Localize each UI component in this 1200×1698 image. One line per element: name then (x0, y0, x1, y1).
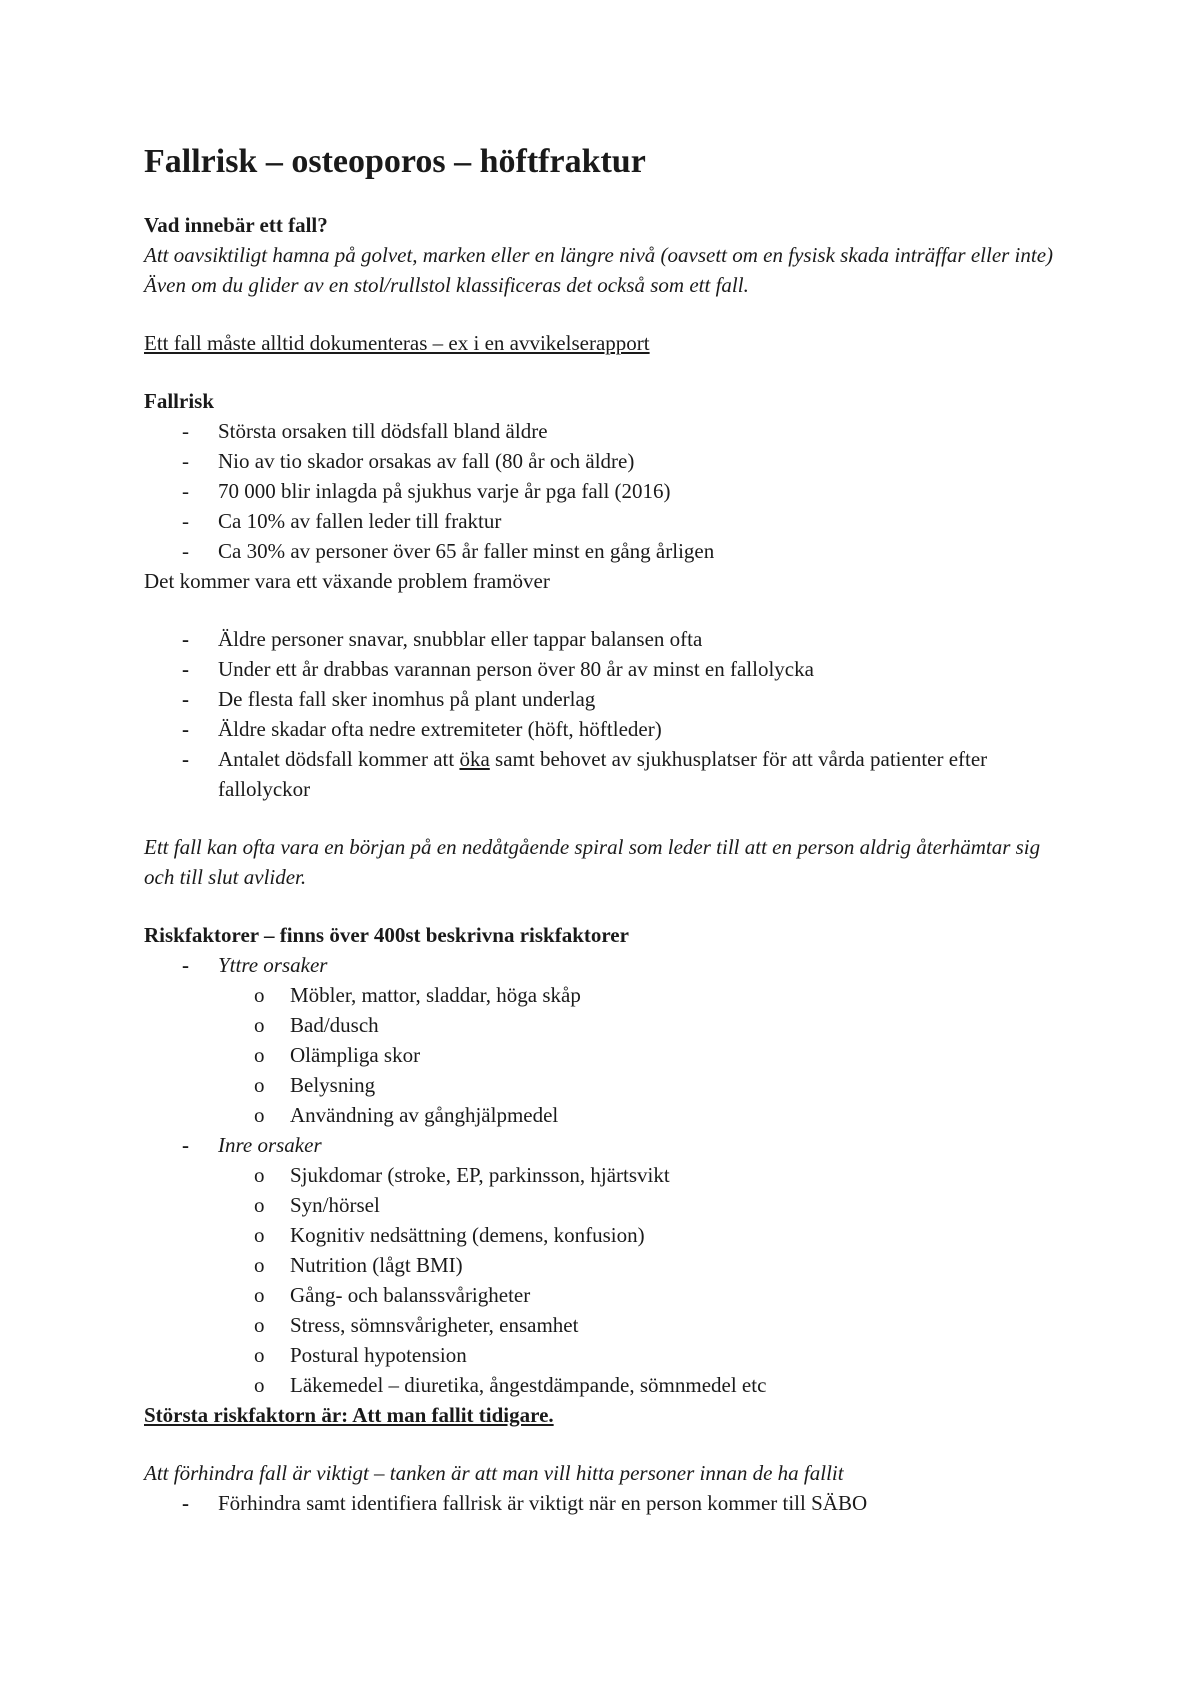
circle-marker: o (254, 1343, 265, 1367)
riskfactors-list (144, 950, 1074, 1400)
list-item-text: Nio av tio skador orsakas av fall (80 år och äldre) (218, 449, 635, 473)
circle-marker: o (254, 1283, 265, 1307)
fallrisk-list (144, 416, 1074, 566)
list-item-text: Läkemedel – diuretika, ångestdämpande, sömnmedel etc (290, 1373, 767, 1397)
list-item-text: Sjukdomar (stroke, EP, parkinsson, hjärtsvikt (290, 1163, 670, 1187)
list-item (144, 446, 1074, 476)
list-item-text: Yttre orsaker (218, 953, 328, 977)
list-item-text: Möbler, mattor, sladdar, höga skåp (290, 983, 581, 1007)
text-segment: samt behovet av sjukhusplatser för att vårda patienter efter fallolyckor (218, 747, 988, 801)
fallrisk-heading: Fallrisk (144, 389, 215, 413)
list-item-text: Postural hypotension (290, 1343, 467, 1367)
dash-marker: - (182, 687, 189, 711)
riskfactors-heading: Riskfaktorer – finns över 400st beskrivna riskfaktorer (144, 923, 629, 947)
list-item (144, 1190, 1074, 1220)
circle-marker: o (254, 1013, 265, 1037)
list-item (144, 1130, 1074, 1160)
list-item-text: Förhindra samt identifiera fallrisk är viktigt när en person kommer till SÄBO (218, 1491, 868, 1515)
list-item (144, 1010, 1074, 1040)
dash-marker: - (182, 657, 189, 681)
circle-marker: o (254, 983, 265, 1007)
list-item (144, 536, 1074, 566)
spacer (144, 1430, 1074, 1458)
list-item-text: 70 000 blir inlagda på sjukhus varje år pga fall (2016) (218, 479, 671, 503)
definition-text: Att oavsiktiligt hamna på golvet, marken eller en längre nivå (oavsett om en fysisk skada inträffar eller inte) (144, 243, 1054, 267)
dash-marker: - (182, 449, 189, 473)
list-item-text: Äldre personer snavar, snubblar eller tappar balansen ofta (218, 627, 703, 651)
list-item (144, 416, 1074, 446)
list-item (144, 624, 1074, 654)
list-item (144, 1040, 1074, 1070)
facts-list (144, 624, 1074, 804)
definition-heading: Vad innebär ett fall? (144, 213, 328, 237)
circle-marker: o (254, 1373, 265, 1397)
dash-marker: - (182, 1491, 189, 1515)
list-item-text: Äldre skadar ofta nedre extremiteter (höft, höftleder) (218, 717, 662, 741)
spacer (144, 596, 1074, 624)
list-item (144, 654, 1074, 684)
list-item (144, 1220, 1074, 1250)
list-item (144, 980, 1074, 1010)
circle-marker: o (254, 1073, 265, 1097)
list-item (144, 1250, 1074, 1280)
list-item-text: Syn/hörsel (290, 1193, 380, 1217)
list-item (144, 1280, 1074, 1310)
circle-marker: o (254, 1313, 265, 1337)
dash-marker: - (182, 627, 189, 651)
list-item (144, 684, 1074, 714)
list-item-text: De flesta fall sker inomhus på plant underlag (218, 687, 596, 711)
spacer (144, 804, 1074, 832)
dash-marker: - (182, 509, 189, 533)
circle-marker: o (254, 1103, 265, 1127)
prevention-list (144, 1488, 1074, 1518)
list-item-text: Nutrition (lågt BMI) (290, 1253, 463, 1277)
list-item (144, 1370, 1074, 1400)
dash-marker: - (182, 717, 189, 741)
prevention-text: Att förhindra fall är viktigt – tanken är att man vill hitta personer innan de ha fallit (144, 1461, 844, 1485)
spacer (144, 358, 1074, 386)
list-item-text: Ca 30% av personer över 65 år faller minst en gång årligen (218, 539, 715, 563)
list-item (144, 1340, 1074, 1370)
list-item (144, 506, 1074, 536)
list-item (144, 1160, 1074, 1190)
list-item-text (218, 747, 987, 801)
circle-marker: o (254, 1253, 265, 1277)
circle-marker: o (254, 1163, 265, 1187)
dash-marker: - (182, 479, 189, 503)
list-item-text: Bad/dusch (290, 1013, 379, 1037)
list-item-text: Olämpliga skor (290, 1043, 421, 1067)
definition-text-2: Även om du glider av en stol/rullstol klassificeras det också som ett fall. (144, 273, 749, 297)
list-item-text: Belysning (290, 1073, 376, 1097)
list-item-text: Under ett år drabbas varannan person över 80 år av minst en fallolycka (218, 657, 814, 681)
list-item-text: Stress, sömnsvårigheter, ensamhet (290, 1313, 579, 1337)
growing-problem-text: Det kommer vara ett växande problem framöver (144, 569, 550, 593)
circle-marker: o (254, 1223, 265, 1247)
underlined-word: öka (459, 747, 490, 771)
list-item-text: Största orsaken till dödsfall bland äldre (218, 419, 548, 443)
list-item-text: Användning av gånghjälpmedel (290, 1103, 559, 1127)
page-title: Fallrisk – osteoporos – höftfraktur (144, 143, 646, 180)
list-item-text: Inre orsaker (218, 1133, 322, 1157)
spacer (144, 300, 1074, 328)
dash-marker: - (182, 1133, 189, 1157)
list-item (144, 1070, 1074, 1100)
biggest-riskfactor: Största riskfaktorn är: Att man fallit tidigare. (144, 1403, 554, 1427)
dash-marker: - (182, 539, 189, 563)
text-segment: Antalet dödsfall kommer att (218, 747, 460, 771)
list-item (144, 1100, 1074, 1130)
circle-marker: o (254, 1193, 265, 1217)
dash-marker: - (182, 953, 189, 977)
list-item-text: Gång- och balanssvårigheter (290, 1283, 531, 1307)
list-item (144, 476, 1074, 506)
documentation-note: Ett fall måste alltid dokumenteras – ex i en avvikelserapport (144, 331, 650, 355)
dash-marker: - (182, 747, 189, 771)
dash-marker: - (182, 419, 189, 443)
spacer (144, 892, 1074, 920)
list-item-text: Ca 10% av fallen leder till fraktur (218, 509, 502, 533)
document-content (144, 140, 1074, 1518)
list-item (144, 744, 1074, 804)
spiral-text: Ett fall kan ofta vara en början på en nedåtgående spiral som leder till att en person aldrig återhämtar sig och till slut avlider. (144, 835, 1041, 889)
circle-marker: o (254, 1043, 265, 1067)
list-item (144, 1488, 1074, 1518)
list-item (144, 714, 1074, 744)
list-item-text: Kognitiv nedsättning (demens, konfusion) (290, 1223, 645, 1247)
list-item (144, 1310, 1074, 1340)
list-item (144, 950, 1074, 980)
